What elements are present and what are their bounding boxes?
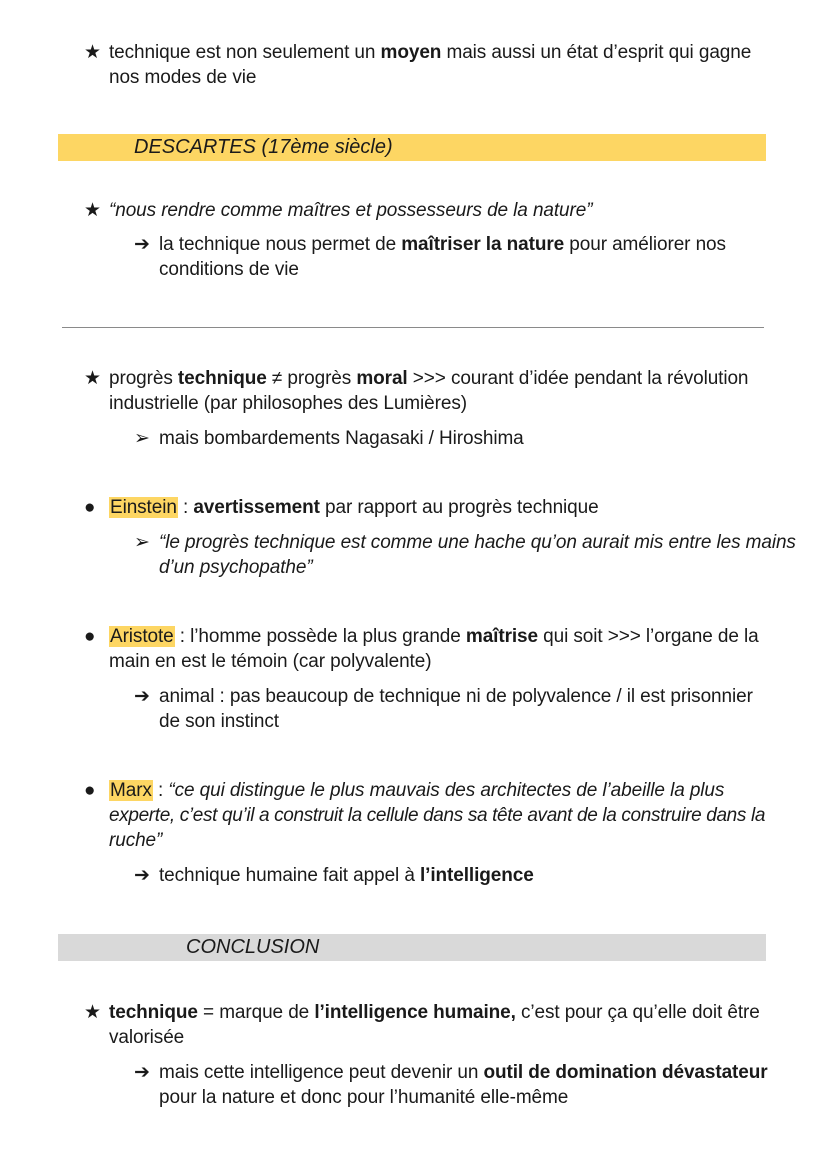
dot-bullet-icon: ● (84, 780, 96, 801)
intro-line-2: nos modes de vie (109, 67, 257, 88)
dot-bullet-icon: ● (84, 626, 96, 647)
progres-sub: mais bombardements Nagasaki / Hiroshima (159, 428, 524, 449)
star-bullet-icon: ★ (84, 368, 102, 389)
star-bullet-icon: ★ (84, 1002, 102, 1023)
intro-line-1: technique est non seulement un moyen mais aussi un état d’esprit qui gagne (109, 42, 752, 63)
aristote-arrow-line-2: de son instinct (159, 711, 279, 732)
einstein-quote-line-1: “le progrès technique est comme une hache qu’on aurait mis entre les mains (159, 532, 796, 553)
arrow-right-icon: ➔ (134, 865, 150, 886)
descartes-arrow-line-1: la technique nous permet de maîtriser la nature pour améliorer nos (159, 234, 726, 255)
aristote-name: Aristote (110, 626, 174, 647)
arrow-right-icon: ➔ (134, 234, 150, 255)
marx-name: Marx (110, 780, 152, 801)
arrow-right-icon: ➔ (134, 686, 150, 707)
star-bullet-icon: ★ (84, 42, 102, 63)
conclusion-arrow-line-1: mais cette intelligence peut devenir un outil de domination dévastateur (159, 1062, 768, 1083)
arrowhead-bullet-icon: ➢ (134, 428, 150, 449)
conclusion-heading: CONCLUSION (186, 936, 320, 958)
aristote-line-2: main en est le témoin (car polyvalente) (109, 651, 432, 672)
marx-line-1: Marx : “ce qui distingue le plus mauvais des architectes de l’abeille la plus (110, 780, 725, 801)
star-bullet-icon: ★ (84, 200, 102, 221)
arrow-right-icon: ➔ (134, 1062, 150, 1083)
einstein-line: Einstein : avertissement par rapport au progrès technique (110, 497, 599, 518)
einstein-name: Einstein (110, 497, 177, 518)
conclusion-heading-band (58, 934, 766, 961)
progres-line-2: industrielle (par philosophes des Lumières) (109, 393, 467, 414)
marx-quote-line-3: ruche” (109, 830, 163, 851)
descartes-heading: DESCARTES (17ème siècle) (134, 136, 393, 158)
dot-bullet-icon: ● (84, 497, 96, 518)
aristote-line-1: Aristote : l’homme possède la plus grande maîtrise qui soit >>> l’organe de la (110, 626, 759, 647)
marx-arrow-line: technique humaine fait appel à l’intelligence (159, 865, 534, 886)
marx-quote-line-2: experte, c’est qu’il a construit la cellule dans sa tête avant de la construire dans la (109, 805, 766, 826)
descartes-quote: “nous rendre comme maîtres et possesseurs de la nature” (109, 200, 593, 221)
descartes-arrow-line-2: conditions de vie (159, 259, 299, 280)
conclusion-line-1: technique = marque de l’intelligence humaine, c’est pour ça qu’elle doit être (109, 1002, 760, 1023)
progres-line-1: progrès technique ≠ progrès moral >>> courant d’idée pendant la révolution (109, 368, 749, 389)
conclusion-line-2: valorisée (109, 1027, 185, 1048)
einstein-quote-line-2: d’un psychopathe” (159, 557, 313, 578)
arrowhead-bullet-icon: ➢ (134, 532, 150, 553)
conclusion-arrow-line-2: pour la nature et donc pour l’humanité elle-même (159, 1087, 569, 1108)
aristote-arrow-line-1: animal : pas beaucoup de technique ni de polyvalence / il est prisonnier (159, 686, 753, 707)
horizontal-divider (62, 327, 764, 328)
descartes-heading-band (58, 134, 766, 161)
